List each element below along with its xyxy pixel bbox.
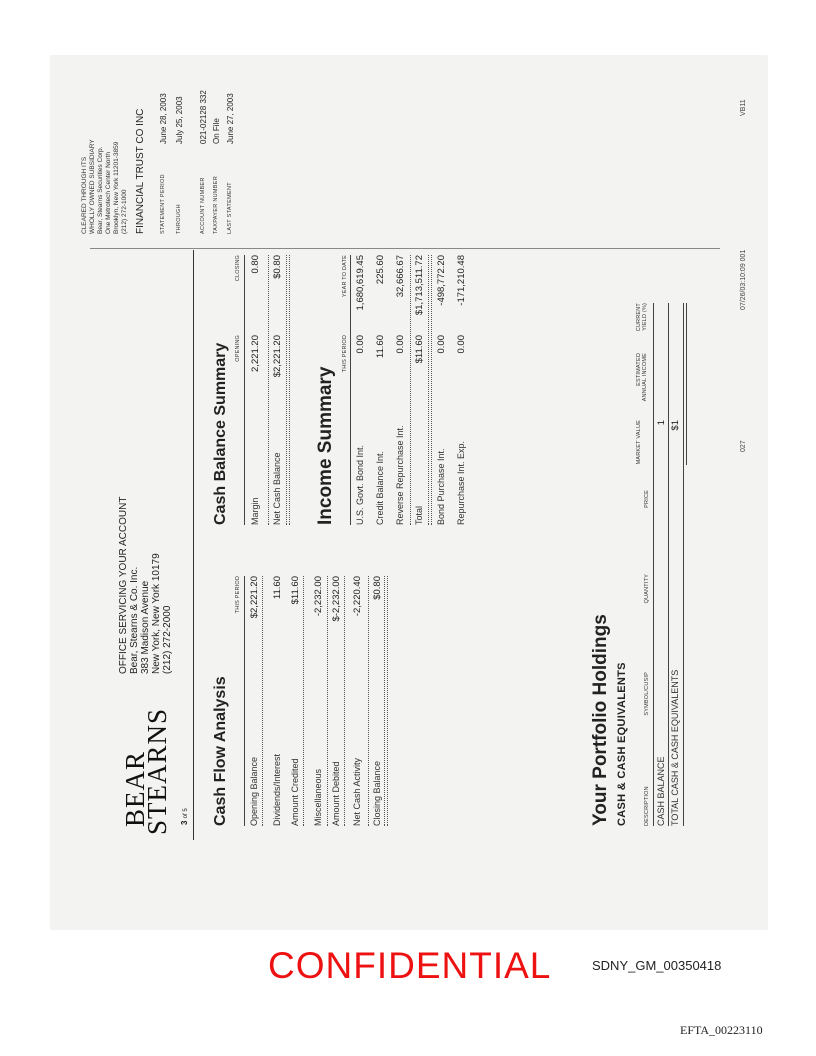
repurchase-int-exp-label: Repurchase Int. Exp. [456, 440, 466, 525]
cash-balance-row-label: CASH BALANCE [656, 756, 666, 826]
govt-bond-int-ytd: 1,680,619.45 [355, 255, 366, 311]
account-number-value: 021-02128 332 [199, 90, 208, 144]
page-current: 3 [180, 820, 189, 825]
reverse-repurchase-int-ytd: 32,666.67 [395, 255, 406, 298]
govt-bond-int-period: 0.00 [355, 335, 366, 354]
description-col-header: DESCRIPTION [644, 786, 650, 826]
income-total-label: Total [414, 505, 424, 525]
quantity-col-header: QUANTITY [644, 574, 650, 604]
row-divider [303, 576, 304, 826]
account-number-label: ACCOUNT NUMBER [200, 177, 206, 234]
income-header-rule [350, 255, 351, 525]
row-divider [344, 576, 345, 826]
repurchase-int-exp-period: 0.00 [456, 335, 467, 354]
income-total-period: $11.60 [414, 335, 425, 364]
total-double-rule [428, 255, 432, 525]
total-cash-row-label: TOTAL CASH & CASH EQUIVALENTS [670, 669, 680, 826]
income-total-ytd: $1,713,511.72 [414, 255, 425, 316]
reverse-repurchase-int-label: Reverse Repurchase Int. [395, 425, 405, 525]
margin-opening-value: 2,221.20 [250, 335, 261, 372]
row-divider [410, 255, 411, 525]
through-value: July 25, 2003 [175, 96, 184, 144]
yield-col-header: CURRENT YIELD (%) [636, 303, 648, 332]
bond-purchase-int-period: 0.00 [436, 335, 447, 354]
est-income-col-header: ESTIMATED ANNUAL INCOME [636, 353, 648, 402]
holdings-row-rule [668, 303, 669, 826]
portfolio-holdings-title: Your Portfolio Holdings [590, 614, 611, 826]
cash-balance-header-rule [244, 255, 245, 525]
amount-debited-value: $-2,232.00 [331, 576, 342, 622]
holdings-total-rule [683, 303, 684, 826]
income-ytd-col-header: YEAR TO DATE [342, 255, 348, 298]
last-statement-value: June 27, 2003 [226, 93, 235, 144]
cash-equivalents-subtitle: CASH & CASH EQUIVALENTS [616, 662, 628, 826]
cash-balance-title: Cash Balance Summary [212, 342, 229, 525]
total-double-rule [384, 576, 388, 826]
office-address: OFFICE SERVICING YOUR ACCOUNT Bear, Stearns & Co. Inc. 383 Madison Avenue New York, New York 10179 (212) 272-2000 [118, 496, 173, 674]
footer-timestamp: 07/26/03:10:09 001 [740, 249, 747, 310]
symbol-col-header: SYMBOL/CUSIP [644, 672, 650, 716]
total-cash-row-value: $1 [670, 420, 681, 431]
opening-balance-value: $2,221.20 [249, 576, 260, 619]
credit-balance-int-period: 11.60 [375, 335, 386, 359]
cash-flow-title: Cash Flow Analysis [212, 676, 229, 826]
closing-col-header: CLOSING [235, 255, 241, 282]
taxpayer-number-value: On File [212, 118, 221, 144]
miscellaneous-label: Miscellaneous [313, 768, 323, 826]
row-divider [268, 255, 269, 525]
holdings-total-rule-2 [686, 303, 687, 465]
credit-balance-int-label: Credit Balance Int. [375, 450, 385, 525]
row-divider [262, 576, 263, 826]
net-cash-activity-label: Net Cash Activity [352, 757, 362, 826]
margin-closing-value: 0.80 [250, 255, 261, 274]
total-double-rule [286, 255, 290, 525]
bond-purchase-int-ytd: -498,772.20 [436, 255, 447, 306]
amount-credited-label: Amount Credited [290, 758, 300, 826]
reverse-repurchase-int-period: 0.00 [395, 335, 406, 354]
repurchase-int-exp-ytd: -171,210.48 [456, 255, 467, 306]
cash-balance-row-value: 1 [656, 420, 667, 426]
footer-page-code: 027 [740, 440, 747, 452]
market-value-col-header: MARKET VALUE [636, 420, 642, 465]
dividends-interest-label: Dividends/Interest [272, 753, 282, 826]
cash-flow-header-rule [244, 576, 245, 826]
opening-balance-label: Opening Balance [249, 756, 259, 826]
cash-flow-col-header: THIS PERIOD [235, 576, 241, 614]
logo-line-1: BEAR [120, 750, 150, 827]
bates-number: SDNY_GM_00350418 [592, 958, 722, 973]
dividends-interest-value: 11.60 [272, 576, 283, 600]
row-divider [327, 576, 328, 826]
amount-debited-label: Amount Debited [331, 761, 341, 826]
through-label: THROUGH [176, 204, 182, 234]
logo-line-2: STEARNS [142, 707, 172, 835]
closing-balance-value: $0.80 [372, 576, 383, 600]
rotated-statement-content [50, 55, 768, 930]
margin-label: Margin [250, 497, 260, 525]
miscellaneous-value: -2,232.00 [313, 576, 324, 617]
clearing-info: CLEARED THROUGH ITS WHOLLY OWNED SUBSIDIARY Bear, Stearns Securities Corp. One Metrotech Center North Brooklyn, New York 11201-3859 (212) 272-1000 [81, 139, 128, 234]
page-count [180, 808, 189, 825]
income-period-col-header: THIS PERIOD [342, 335, 348, 373]
credit-balance-int-ytd: 225.60 [375, 255, 386, 285]
column-separator [90, 248, 720, 249]
row-divider [368, 576, 369, 826]
net-cash-balance-label: Net Cash Balance [272, 452, 282, 525]
net-cash-closing-value: $0.80 [272, 255, 283, 279]
closing-balance-label: Closing Balance [372, 760, 382, 826]
header-rule [193, 250, 194, 840]
price-col-header: PRICE [644, 490, 650, 508]
efta-number: EFTA_00223110 [680, 1023, 763, 1037]
scanned-statement-page [50, 55, 768, 930]
net-cash-activity-value: -2,220.40 [352, 576, 363, 617]
bear-stearns-logo [120, 707, 172, 835]
holdings-header-rule [653, 303, 654, 826]
taxpayer-number-label: TAXPAYER NUMBER [213, 176, 219, 234]
client-name: FINANCIAL TRUST CO INC [135, 108, 146, 234]
last-statement-label: LAST STATEMENT [227, 182, 233, 234]
statement-period-label: STATEMENT PERIOD [160, 174, 166, 234]
amount-credited-value: $11.60 [290, 576, 301, 605]
govt-bond-int-label: U.S. Govt. Bond Int. [355, 444, 365, 525]
statement-period-value: June 28, 2003 [159, 93, 168, 144]
net-cash-opening-value: $2,221.20 [272, 335, 283, 378]
bond-purchase-int-label: Bond Purchase Int. [436, 448, 446, 525]
income-summary-title: Income Summary [315, 366, 336, 525]
page-of: of 5 [183, 808, 189, 819]
confidential-stamp: CONFIDENTIAL [268, 945, 552, 986]
opening-col-header: OPENING [235, 335, 241, 362]
footer-code: VB11 [740, 99, 747, 116]
